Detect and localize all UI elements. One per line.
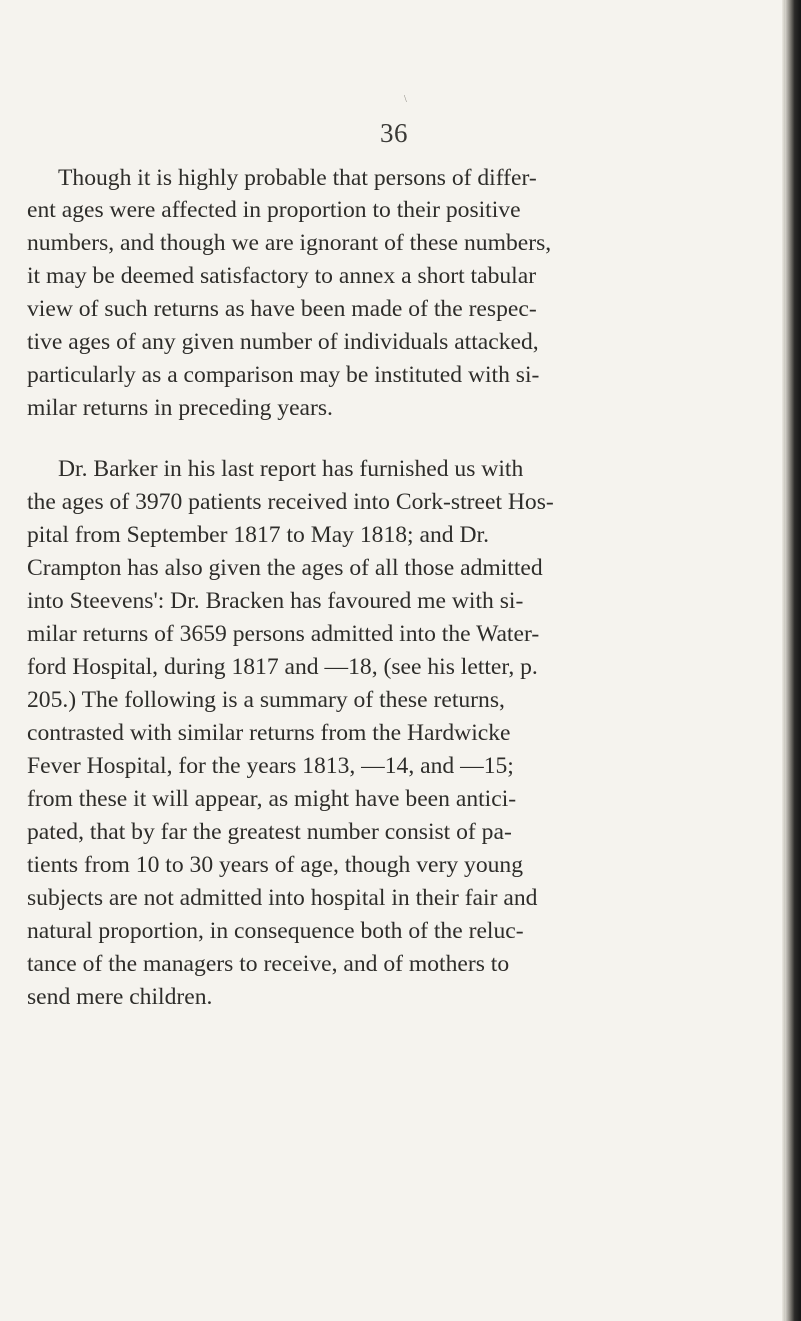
- text-line: send mere children.: [27, 984, 213, 1010]
- printer-mark: \: [404, 94, 407, 105]
- text-line: pital from September 1817 to May 1818; and Dr.: [27, 522, 489, 548]
- text-line: Though it is highly probable that persons of differ-: [58, 165, 537, 191]
- book-binding-edge: [785, 0, 801, 1321]
- text-line: tients from 10 to 30 years of age, though very young: [27, 852, 524, 878]
- text-line: milar returns in preceding years.: [27, 395, 333, 421]
- text-line: 205.) The following is a summary of these returns,: [27, 687, 505, 713]
- text-line: natural proportion, in consequence both of the reluc-: [27, 918, 524, 944]
- text-line: particularly as a comparison may be instituted with si-: [27, 362, 540, 388]
- text-line: milar returns of 3659 persons admitted into the Water-: [27, 621, 540, 647]
- text-line: ent ages were affected in proportion to their positive: [27, 197, 521, 223]
- text-line: view of such returns as have been made of the respec-: [27, 296, 537, 322]
- text-line: pated, that by far the greatest number consist of pa-: [27, 819, 512, 845]
- text-line: from these it will appear, as might have been antici-: [27, 786, 517, 812]
- text-line: numbers, and though we are ignorant of these numbers,: [27, 230, 552, 256]
- text-line: contrasted with similar returns from the Hardwicke: [27, 720, 511, 746]
- text-line: tive ages of any given number of individuals attacked,: [27, 329, 539, 355]
- text-line: ford Hospital, during 1817 and —18, (see his letter, p.: [27, 654, 538, 680]
- text-line: Crampton has also given the ages of all those admitted: [27, 555, 543, 581]
- text-line: tance of the managers to receive, and of mothers to: [27, 951, 510, 977]
- page-number: 36: [380, 118, 408, 148]
- text-line: subjects are not admitted into hospital in their fair and: [27, 885, 538, 911]
- text-line: Dr. Barker in his last report has furnished us with: [58, 456, 524, 482]
- text-line: the ages of 3970 patients received into Cork-street Hos-: [27, 489, 554, 515]
- text-line: it may be deemed satisfactory to annex a short tabular: [27, 263, 537, 289]
- text-line: Fever Hospital, for the years 1813, —14, and —15;: [27, 753, 514, 779]
- text-line: into Steevens': Dr. Bracken has favoured me with si-: [27, 588, 524, 614]
